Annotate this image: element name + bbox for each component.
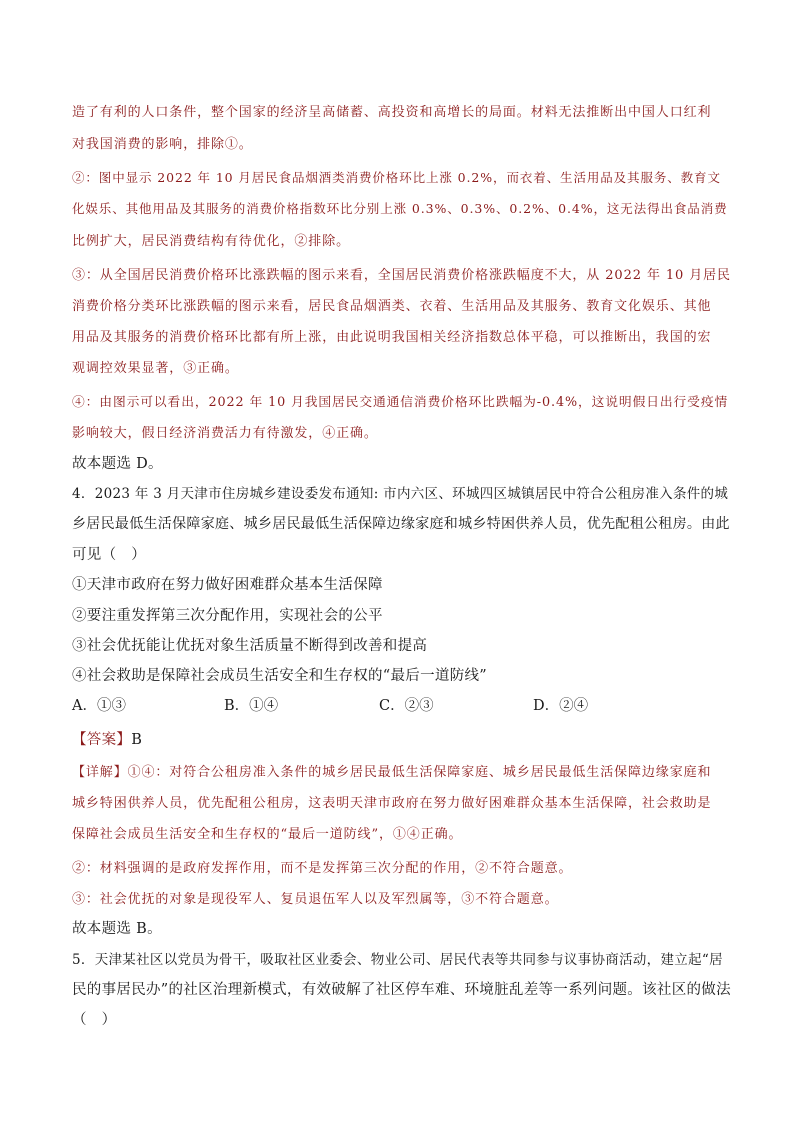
answer-tag: 【答案】 <box>72 732 132 748</box>
explanation-line: 城乡特困供养人员，优先配租公租房，这表明天津市政府在努力做好困难群众基本生活保障，社会救助是 <box>72 796 712 811</box>
explanation-line: ②：材料强调的是政府发挥作用，而不是发挥第三次分配的作用，②不符合题意。 <box>72 861 573 876</box>
option-d: D．②④ <box>533 698 589 714</box>
explanation-line: 比例扩大，居民消费结构有待优化，②排除。 <box>72 234 351 249</box>
explanation-line: 化娱乐、其他用品及其服务的消费价格指数环比分别上涨 0.3%、0.3%、0.2%、0.4%，这无法得出食品消费 <box>72 201 728 216</box>
final-answer-line: 故本题选 D。 <box>72 456 163 472</box>
explanation-line: ③：从全国居民消费价格环比涨跌幅的图示来看，全国居民消费价格涨跌幅度不大，从 2022 年 10 月居民 <box>72 268 731 283</box>
answer-line <box>72 728 732 749</box>
statement-item: ①天津市政府在努力做好困难群众基本生活保障 <box>72 577 383 593</box>
explanation-line: 影响较大，假日经济消费活力有待激发，④正确。 <box>72 426 378 441</box>
explanation-line: 消费价格分类环比涨跌幅的图示来看，居民食品烟酒类、衣着、生活用品及其服务、教育文化娱乐、其他 <box>72 299 712 314</box>
explanation-line: 观调控效果显著，③正确。 <box>72 361 239 376</box>
explanation-line: 【详解】①④：对符合公租房准入条件的城乡居民最低生活保障家庭、城乡居民最低生活保障边缘家庭和 <box>72 765 712 780</box>
explanation-line: ④：由图示可以看出，2022 年 10 月我国居民交通通信消费价格环比跌幅为-0.4%，这说明假日出行受疫情 <box>72 395 729 410</box>
option-a: A．①③ <box>72 698 126 714</box>
explanation-line: 造了有利的人口条件，整个国家的经济呈高储蓄、高投资和高增长的局面。材料无法推断出中国人口红利 <box>72 105 712 120</box>
explanation-line: 保障社会成员生活安全和生存权的“最后一道防线”，①④正确。 <box>72 827 463 842</box>
explanation-line: 对我国消费的影响，排除①。 <box>72 137 253 152</box>
final-answer-line: 故本题选 B。 <box>72 921 162 937</box>
explanation-line: ②：图中显示 2022 年 10 月居民食品烟酒类消费价格环比上涨 0.2%，而衣着、生活用品及其服务、教育文 <box>72 170 721 185</box>
question-stem-line: （ ） <box>72 1012 117 1028</box>
statement-item: ④社会救助是保障社会成员生活安全和生存权的“最后一道防线” <box>72 668 488 684</box>
answer-value: B <box>131 732 143 748</box>
option-c: C．②③ <box>379 698 434 714</box>
option-b: B．①④ <box>224 698 279 714</box>
question-stem-line: 4．2023 年 3 月天津市住房城乡建设委发布通知: 市内六区、环城四区城镇居民中符合公租房准入条件的城 <box>72 486 729 502</box>
question-stem-line: 乡居民最低生活保障家庭、城乡居民最低生活保障边缘家庭和城乡特困供养人员，优先配租公租房。由此 <box>72 516 730 532</box>
answer-options <box>72 694 732 716</box>
explanation-line: 用品及其服务的消费价格环比都有所上涨，由此说明我国相关经济指数总体平稳，可以推断出，我国的宏 <box>72 330 712 345</box>
question-stem-line: 5．天津某社区以党员为骨干，吸取社区业委会、物业公司、居民代表等共同参与议事协商活动，建立起“居 <box>72 952 723 968</box>
statement-item: ③社会优抚能让优抚对象生活质量不断得到改善和提高 <box>72 638 428 654</box>
question-stem-line: 可见（ ） <box>72 547 146 563</box>
question-stem-line: 民的事居民办”的社区治理新模式，有效破解了社区停车难、环境脏乱差等一系列问题。该社区的做法 <box>72 982 731 998</box>
explanation-line: ③：社会优抚的对象是现役军人、复员退伍军人以及军烈属等，③不符合题意。 <box>72 892 559 907</box>
statement-item: ②要注重发挥第三次分配作用，实现社会的公平 <box>72 608 383 624</box>
